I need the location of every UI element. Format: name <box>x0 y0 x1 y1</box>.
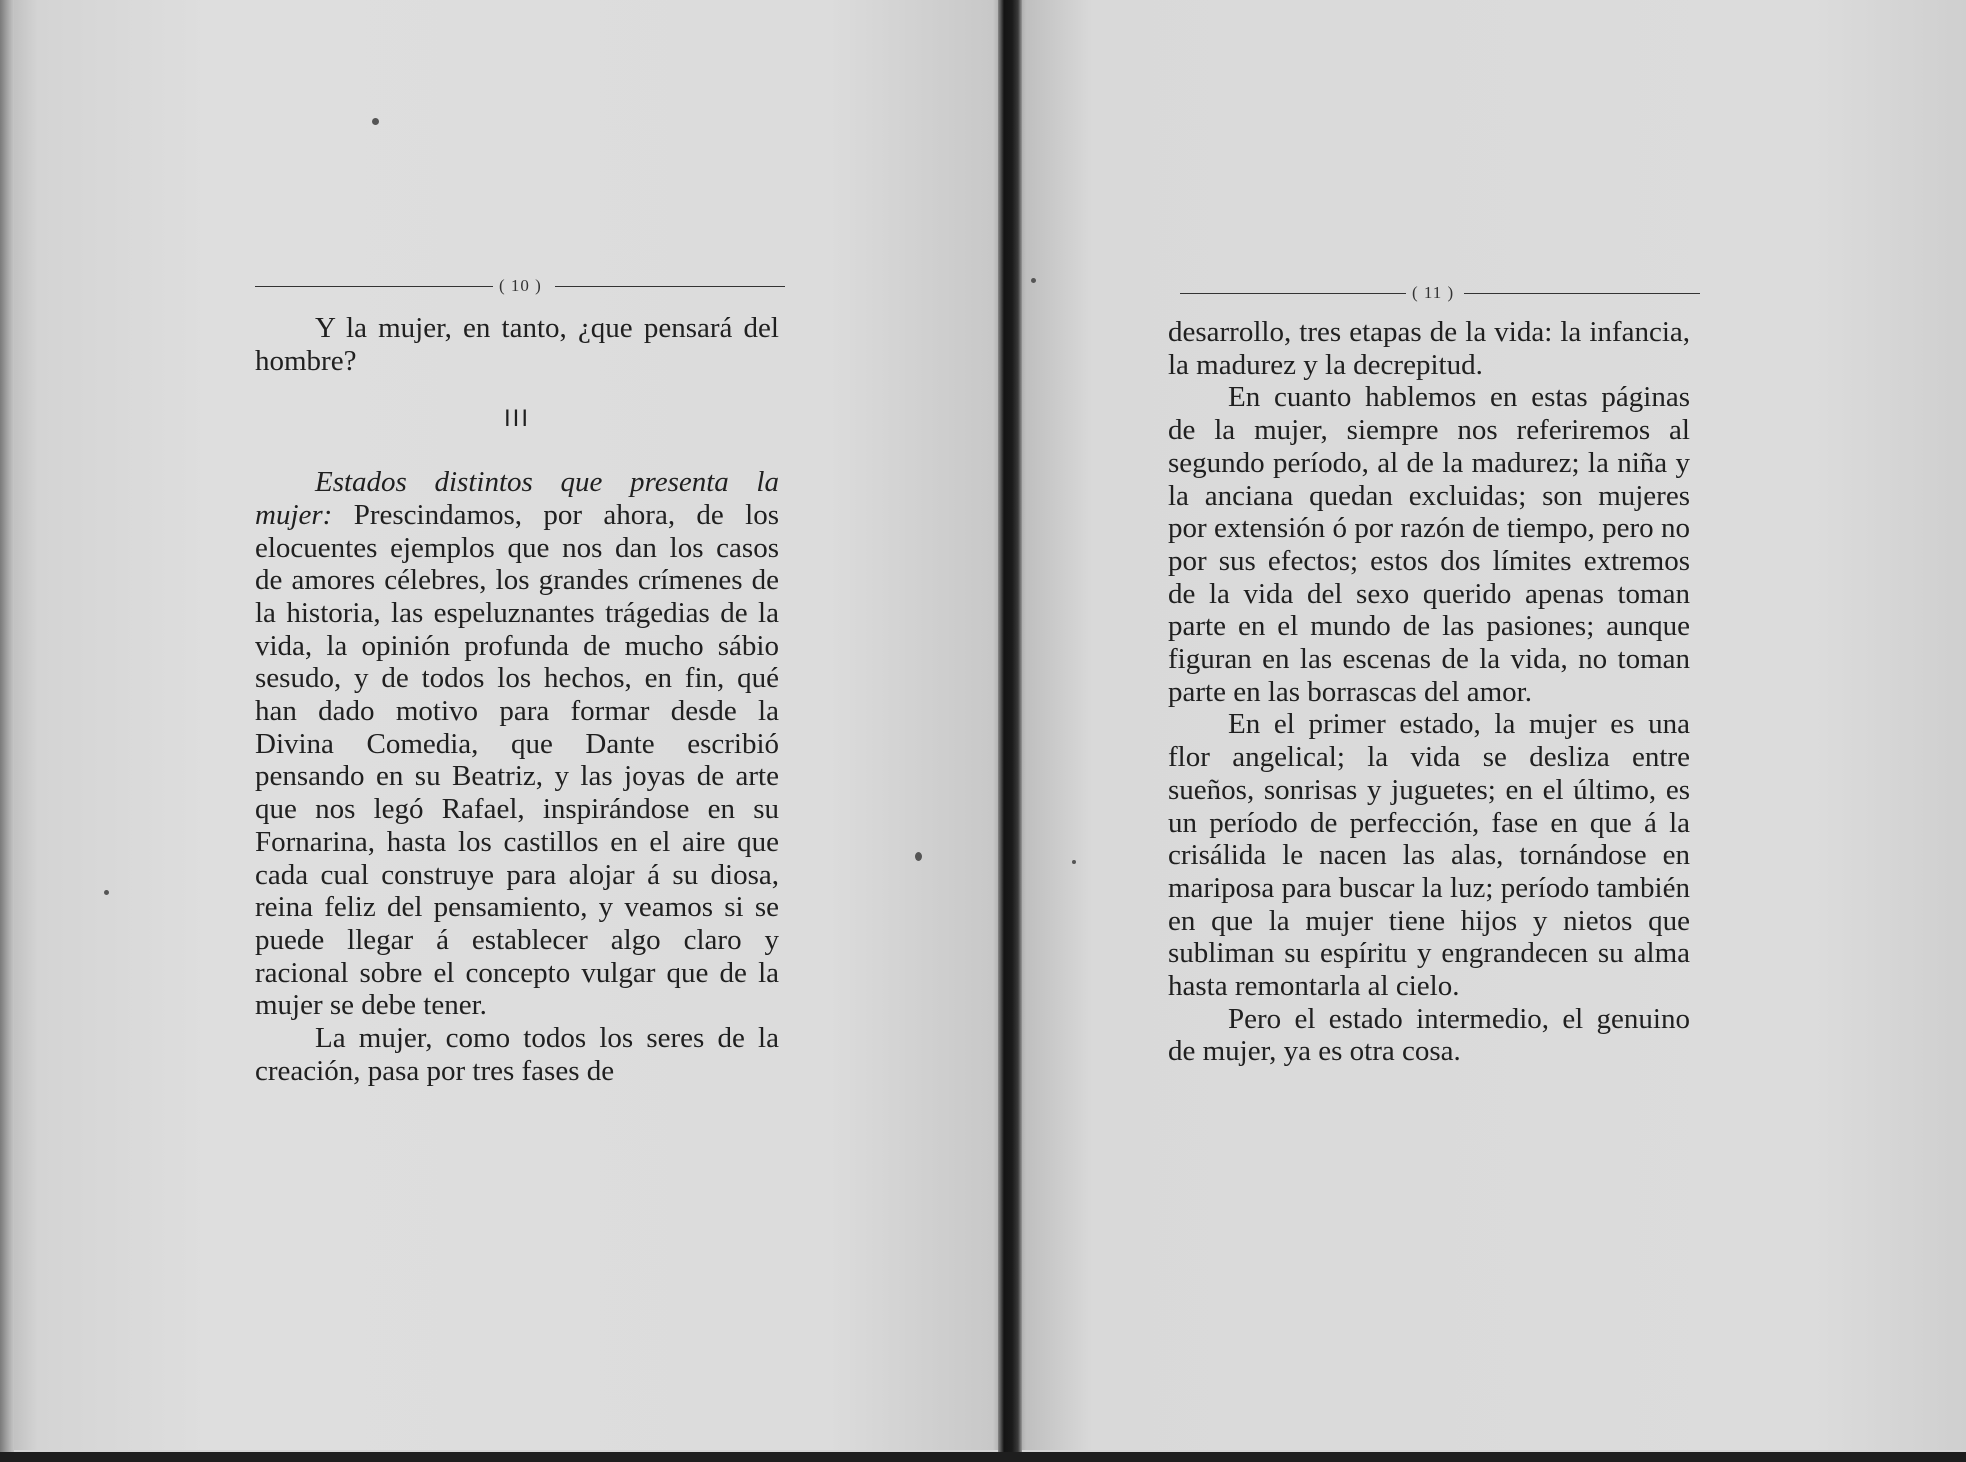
paragraph: En cuanto hablemos en estas páginas de la mujer, siempre nos referiremos al segundo período, al de la madurez; la niña y la anciana quedan excluidas; son mujeres por extensión ó por razón de tiempo, pero no por sus efectos; estos dos límites extremos de la vida del sexo querido apenas toman parte en el mundo de las pasiones; aunque figuran en las escenas de la vida, no toman parte en las borrascas del amor. <box>1168 381 1690 708</box>
scan-speck <box>104 890 109 895</box>
opening-paragraph: Y la mujer, en tanto, ¿que pensará del hombre? <box>255 312 779 377</box>
left-page-edge <box>0 0 14 1462</box>
scan-speck <box>915 852 922 861</box>
scan-speck <box>1031 278 1036 283</box>
section-body: Prescindamos, por ahora, de los elocuentes ejemplos que nos dan los casos de amores célebres, los grandes crímenes de la historia, las espeluznantes trágedias de la vida, la opinión profunda de mucho sábio sesudo, y de todos los hechos, en fin, qué han dado motivo para formar desde la Divina Comedia, que Dante escribió pensando en su Beatriz, y las joyas de arte que nos legó Rafael, inspirándose en su Fornarina, hasta los castillos en el aire que cada cual construye para alojar á su diosa, reina feliz del pensamiento, y veamos si se puede llegar á establecer algo claro y racional sobre el concepto vulgar que de la mujer se debe tener. <box>255 498 780 1022</box>
section-number: III <box>503 405 530 433</box>
page-number: ( 11 ) <box>1412 283 1455 302</box>
section-title: Estados distintos que presenta la mujer: <box>255 466 779 531</box>
paragraph: La mujer, como todos los seres de la creación, pasa por tres fases de <box>255 1022 779 1087</box>
scan-speck <box>372 118 379 125</box>
paragraph: En el primer estado, la mujer es una flor angelical; la vida se desliza entre sueños, sonrisas y juguetes; en el último, es un período de perfección, fase en que á la crisálida le nacen las alas, tornándose en mariposa para buscar la luz; período también en que la mujer tiene hijos y nietos que subliman su espíritu y engrandecen su alma hasta remontarla al cielo. <box>1168 708 1690 1003</box>
header-rule-left <box>255 286 493 287</box>
scan-speck <box>1072 860 1076 864</box>
continued-paragraph: desarrollo, tres etapas de la vida: la infancia, la madurez y la decrepitud. <box>1168 316 1690 381</box>
section-paragraph <box>255 466 779 1022</box>
header-rule-left <box>1180 293 1406 294</box>
left-page-header <box>255 276 785 296</box>
header-rule-right <box>555 286 785 287</box>
header-rule-right <box>1464 293 1700 294</box>
right-page-header <box>1180 283 1700 303</box>
right-page-text <box>1168 316 1690 1068</box>
book-spine <box>998 0 1022 1462</box>
page-number: ( 10 ) <box>499 276 542 295</box>
left-page-text <box>255 312 779 1087</box>
bottom-edge <box>0 1452 1966 1462</box>
paragraph: Pero el estado intermedio, el genuino de mujer, ya es otra cosa. <box>1168 1002 1690 1068</box>
